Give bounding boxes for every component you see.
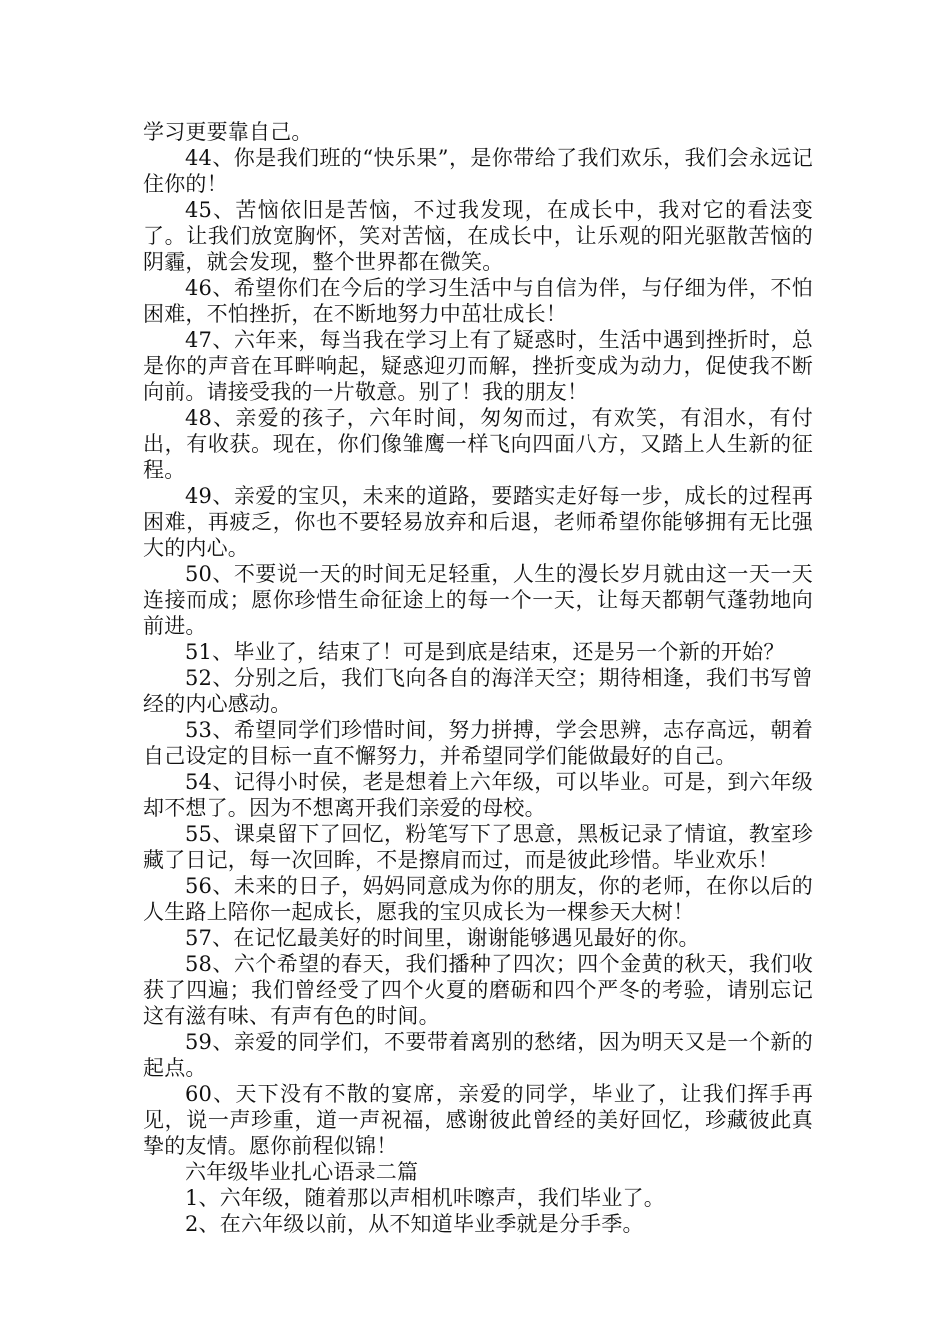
paragraph-54: 54、记得小时侯，老是想着上六年级，可以毕业。可是，到六年级却不想了。因为不想离开我们亲爱的母校。 [143, 770, 813, 820]
paragraph-56: 56、未来的日子，妈妈同意成为你的朋友，你的老师，在你以后的人生路上陪你一起成长，愿我的宝贝成长为一棵参天大树！ [143, 874, 813, 924]
paragraph-60: 60、天下没有不散的宴席，亲爱的同学，毕业了，让我们挥手再见，说一声珍重，道一声祝福，感谢彼此曾经的美好回忆，珍藏彼此真挚的友情。愿你前程似锦！ [143, 1082, 813, 1158]
paragraph-1: 1、六年级，随着那以声相机咔嚓声，我们毕业了。 [185, 1186, 665, 1210]
paragraph-45: 45、苦恼依旧是苦恼，不过我发现，在成长中，我对它的看法变了。让我们放宽胸怀，笑对苦恼，在成长中，让乐观的阳光驱散苦恼的阴霾，就会发现，整个世界都在微笑。 [143, 198, 813, 274]
paragraph-51: 51、毕业了，结束了！可是到底是结束，还是另一个新的开始？ [185, 640, 785, 664]
paragraph-50: 50、不要说一天的时间无足轻重，人生的漫长岁月就由这一天一天连接而成；愿你珍惜生命征途上的每一个一天，让每天都朝气蓬勃地向前进。 [143, 562, 813, 638]
paragraph-55: 55、课桌留下了回忆，粉笔写下了思意，黑板记录了情谊，教室珍藏了日记，每一次回眸，不是擦肩而过，而是彼此珍惜。毕业欢乐！ [143, 822, 813, 872]
paragraph-53: 53、希望同学们珍惜时间，努力拼搏，学会思辨，志存高远，朝着自己设定的目标一直不懈努力，并希望同学们能做最好的自己。 [143, 718, 813, 768]
document-page [143, 119, 813, 1237]
paragraph-49: 49、亲爱的宝贝，未来的道路，要踏实走好每一步，成长的过程再困难，再疲乏，你也不要轻易放弃和后退，老师希望你能够拥有无比强大的内心。 [143, 484, 813, 560]
paragraph-46: 46、希望你们在今后的学习生活中与自信为伴，与仔细为伴，不怕困难，不怕挫折，在不断地努力中茁壮成长！ [143, 276, 813, 326]
paragraph-continuation: 学习更要靠自己。 [143, 120, 313, 144]
paragraph-58: 58、六个希望的春天，我们播种了四次；四个金黄的秋天，我们收获了四遍；我们曾经受了四个火夏的磨砺和四个严冬的考验，请别忘记这有滋有味、有声有色的时间。 [143, 952, 813, 1028]
paragraph-48: 48、亲爱的孩子，六年时间，匆匆而过，有欢笑，有泪水，有付出，有收获。现在，你们像雏鹰一样飞向四面八方，又踏上人生新的征程。 [143, 406, 813, 482]
paragraph-2: 2、在六年级以前，从不知道毕业季就是分手季。 [185, 1212, 644, 1236]
paragraph-59: 59、亲爱的同学们，不要带着离别的愁绪，因为明天又是一个新的起点。 [143, 1030, 813, 1080]
paragraph-52: 52、分别之后，我们飞向各自的海洋天空；期待相逢，我们书写曾经的内心感动。 [143, 666, 813, 716]
paragraph-47: 47、六年来，每当我在学习上有了疑惑时，生活中遇到挫折时，总是你的声音在耳畔响起，疑惑迎刃而解，挫折变成为动力，促使我不断向前。请接受我的一片敬意。别了！我的朋友！ [143, 328, 813, 404]
paragraph-44: 44、你是我们班的“快乐果”，是你带给了我们欢乐，我们会永远记住你的！ [143, 146, 813, 196]
paragraph-57: 57、在记忆最美好的时间里，谢谢能够遇见最好的你。 [185, 926, 700, 950]
section-heading: 六年级毕业扎心语录二篇 [185, 1160, 419, 1184]
